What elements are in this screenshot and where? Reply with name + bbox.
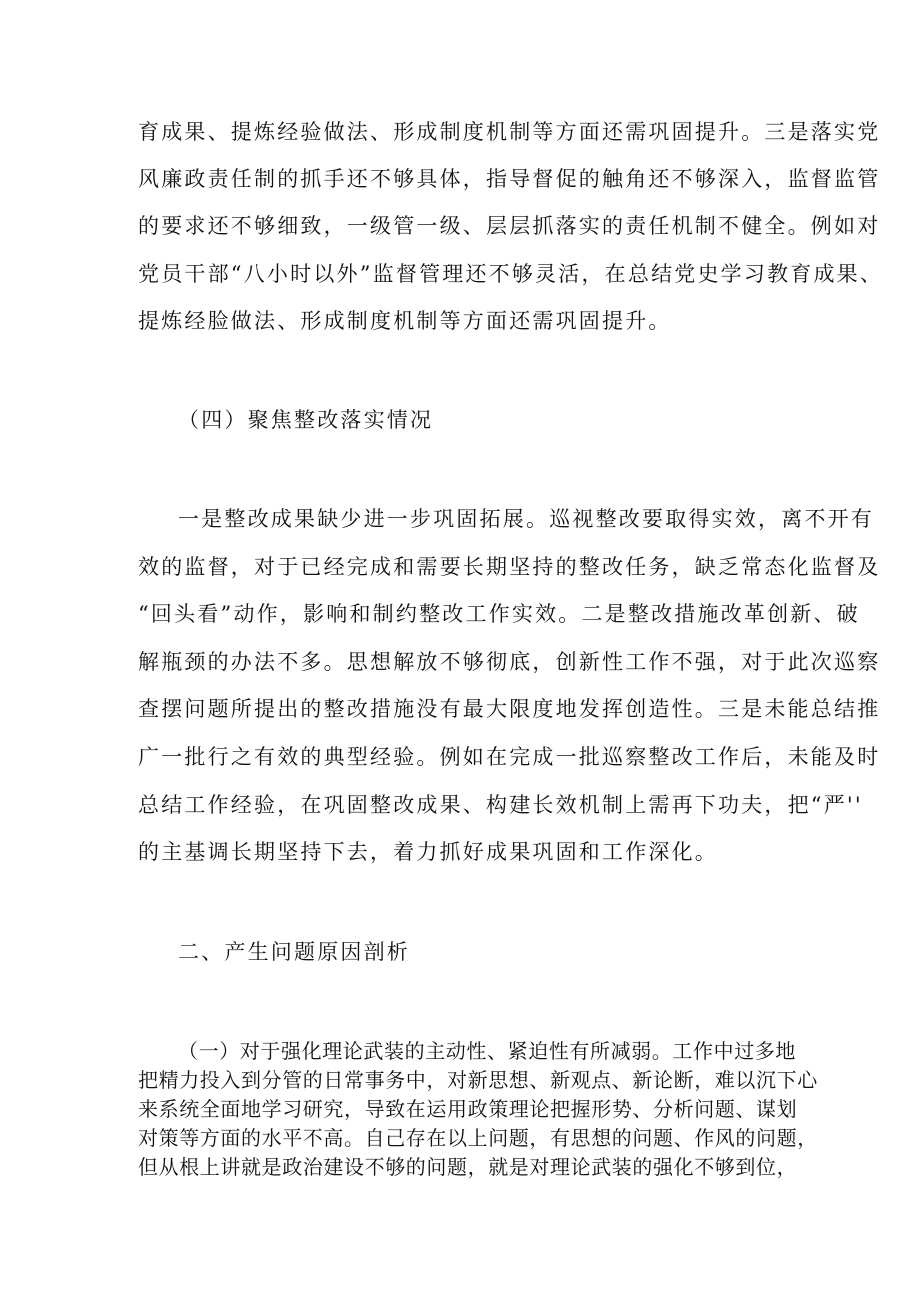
paragraph-line: 党员干部“八小时以外”监督管理还不够灵活，在总结党史学习教育成果、: [138, 262, 884, 286]
paragraph-line: 的要求还不够细致，一级管一级、层层抓落实的责任机制不健全。例如对: [138, 214, 881, 238]
paragraph-line: 查摆问题所提出的整改措施没有最大限度地发挥创造性。三是未能总结推: [138, 697, 881, 721]
paragraph-line: 但从根上讲就是政治建设不够的问题，就是对理论武装的强化不够到位，: [138, 1155, 798, 1179]
paragraph-line: （一）对于强化理论武装的主动性、紧迫性有所减弱。工作中过多地: [178, 1039, 796, 1063]
paragraph-line: 把精力投入到分管的日常事务中，对新思想、新观点、新论断，难以沉下心: [138, 1068, 818, 1092]
paragraph-line: 解瓶颈的办法不多。思想解放不够彻底，创新性工作不强，对于此次巡察: [138, 650, 881, 674]
paragraph-line: 对策等方面的水平不高。自己存在以上问题，有思想的问题、作风的问题，: [138, 1126, 818, 1150]
paragraph-line: 育成果、提炼经验做法、形成制度机制等方面还需巩固提升。三是落实党: [138, 120, 881, 144]
paragraph-line: 来系统全面地学习研究，导致在运用政策理论把握形势、分析问题、谋划: [138, 1097, 798, 1121]
paragraph-line: “回头看”动作，影响和制约整改工作实效。二是整改措施改革创新、破: [138, 602, 860, 626]
paragraph-line: 效的监督，对于已经完成和需要长期坚持的整改任务，缺乏常态化监督及: [138, 555, 881, 579]
paragraph-line: 一是整改成果缺少进一步巩固拓展。巡视整改要取得实效，离不开有: [178, 507, 874, 531]
paragraph-line: 广一批行之有效的典型经验。例如在完成一批巡察整改工作后，未能及时: [138, 745, 881, 769]
paragraph-line: 风廉政责任制的抓手还不够具体，指导督促的触角还不够深入，监督监管: [138, 167, 881, 191]
paragraph-line: 提炼经脸做法、形成制度机制等方面还需巩固提升。: [138, 309, 672, 333]
paragraph-line: 的主基调长期坚持下去，着力抓好成果巩固和工作深化。: [138, 840, 718, 864]
section-heading: 二、产生问题原因剖析: [178, 940, 410, 964]
section-heading: （四）聚焦整改落实情况: [178, 408, 434, 432]
paragraph-line: 总结工作经验，在巩固整改成果、构建长效机制上需再下功夫，把“严'': [138, 793, 863, 817]
